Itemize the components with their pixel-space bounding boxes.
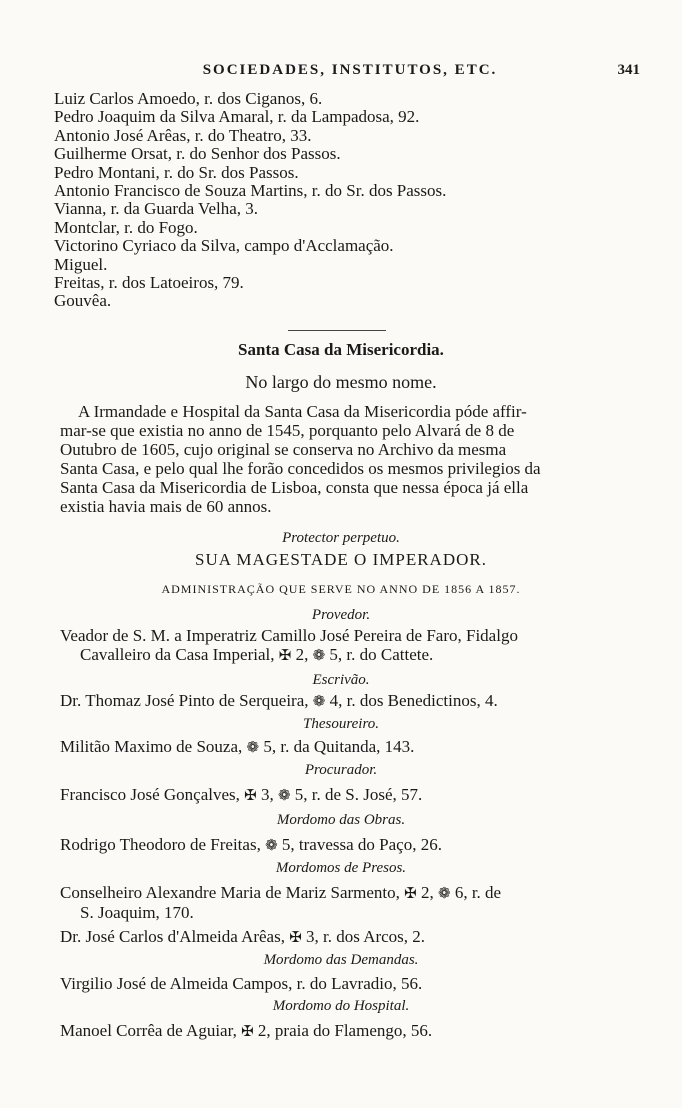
- protector-label: Protector perpetuo.: [282, 530, 400, 546]
- entry-text: Cavalleiro da Casa Imperial,: [80, 644, 275, 664]
- entry-text: Dr. José Carlos d'Almeida Arêas,: [60, 927, 285, 946]
- entry-provedor: [60, 627, 632, 665]
- header-title: SOCIEDADES, INSTITUTOS, ETC.: [202, 62, 498, 78]
- entry-line: Veador de S. M. a Imperatriz Camillo José Pereira de Faro, Fidalgo: [60, 626, 518, 645]
- list-item: Montclar, r. do Fogo.: [54, 217, 198, 237]
- entry-text: 3,: [260, 785, 274, 804]
- entry-text: Conselheiro Alexandre Maria de Mariz Sarmento,: [60, 883, 400, 902]
- entry-text: 5, travessa do Paço, 26.: [281, 835, 442, 854]
- rose-icon: ❁: [437, 886, 451, 902]
- cross-icon: ✠: [244, 788, 257, 804]
- list-item: Guilherme Orsat, r. do Senhor dos Passos.: [54, 144, 341, 164]
- page-number: 341: [617, 62, 640, 78]
- entry-procurador: [60, 786, 632, 806]
- paragraph-line: Outubro de 1605, cujo original se conserva no Archivo da mesma: [60, 440, 507, 459]
- history-paragraph: [60, 402, 632, 516]
- entry-obras: [60, 836, 632, 856]
- list-item: Luiz Carlos Amoedo, r. dos Ciganos, 6.: [54, 89, 323, 108]
- entry-text: Francisco José Gonçalves,: [60, 785, 240, 804]
- section-title: Santa Casa da Misericordia.: [238, 340, 444, 359]
- entry-text: 5, r. de S. José, 57.: [294, 785, 423, 804]
- entry-text: 6, r. de: [454, 883, 502, 902]
- role-provedor: Provedor.: [311, 607, 371, 623]
- role-presos: Mordomos de Presos.: [275, 860, 407, 876]
- cross-icon: ✠: [241, 1024, 254, 1040]
- paragraph-line: mar-se que existia no anno de 1545, porquanto pelo Alvará de 8 de: [60, 421, 515, 440]
- section-divider: [288, 330, 386, 331]
- member-list: [54, 90, 634, 311]
- paragraph-line: Santa Casa da Misericordia de Lisboa, consta que nessa época já ella: [60, 478, 529, 497]
- entry-text: Rodrigo Theodoro de Freitas,: [60, 835, 261, 854]
- protector-name: SUA MAGESTADE O IMPERADOR.: [195, 550, 487, 569]
- section-subtitle: No largo do mesmo nome.: [245, 372, 437, 392]
- entry-text: 5, r. da Quitanda, 143.: [263, 737, 415, 756]
- list-item: Miguel.: [54, 254, 108, 274]
- paragraph-line: Santa Casa, e pelo qual lhe forão concedidos os mesmos privilegios da: [60, 459, 541, 478]
- entry-presos-1: [60, 884, 632, 922]
- entry-text: Manoel Corrêa de Aguiar,: [60, 1021, 237, 1040]
- role-procurador: Procurador.: [304, 762, 378, 778]
- list-item: Pedro Joaquim da Silva Amaral, r. da Lampadosa, 92.: [54, 107, 420, 127]
- list-item: Gouvêa.: [54, 291, 112, 311]
- role-demandas: Mordomo das Demandas.: [263, 952, 419, 968]
- entry-text: Dr. Thomaz José Pinto de Serqueira,: [60, 691, 309, 710]
- entry-demandas: [60, 975, 632, 994]
- rose-icon: ❁: [277, 788, 291, 804]
- role-thesoureiro: Thesoureiro.: [303, 716, 379, 732]
- list-item: Vianna, r. da Guarda Velha, 3.: [54, 199, 259, 219]
- cross-icon: ✠: [404, 886, 417, 902]
- role-escrivao: Escrivão.: [312, 672, 370, 688]
- entry-text: 2,: [295, 644, 309, 664]
- list-item: Antonio Francisco de Souza Martins, r. do Sr. dos Passos.: [54, 181, 447, 201]
- entry-text: 4, r. dos Benedictinos, 4.: [329, 691, 498, 710]
- rose-icon: ❁: [312, 694, 326, 710]
- entry-text: S. Joaquim, 170.: [80, 902, 194, 922]
- list-item: Antonio José Arêas, r. do Theatro, 33.: [54, 125, 312, 145]
- entry-hospital: [60, 1022, 632, 1042]
- rose-icon: ❁: [265, 838, 278, 854]
- cross-icon: ✠: [278, 647, 292, 664]
- role-hospital: Mordomo do Hospital.: [272, 998, 410, 1014]
- list-item: Pedro Montani, r. do Sr. dos Passos.: [54, 162, 299, 182]
- entry-text: Virgilio José de Almeida Campos, r. do Lavradio, 56.: [60, 974, 423, 993]
- entry-text: 2,: [420, 883, 434, 902]
- paragraph-line: existia havia mais de 60 annos.: [60, 497, 272, 516]
- running-header: [60, 62, 640, 79]
- entry-thesoureiro: [60, 738, 632, 758]
- entry-text: Militão Maximo de Souza,: [60, 737, 243, 756]
- entry-text: 2, praia do Flamengo, 56.: [257, 1021, 433, 1040]
- entry-presos-2: [60, 928, 632, 948]
- paragraph-line: A Irmandade e Hospital da Santa Casa da Misericordia póde affir-: [78, 402, 527, 421]
- list-item: Victorino Cyriaco da Silva, campo d'Acclamação.: [54, 236, 394, 256]
- list-item: Freitas, r. dos Latoeiros, 79.: [54, 273, 244, 293]
- role-obras: Mordomo das Obras.: [276, 812, 406, 828]
- rose-icon: ❁: [246, 740, 260, 756]
- entry-text: 3, r. dos Arcos, 2.: [306, 927, 426, 946]
- rose-icon: ❁: [312, 647, 326, 664]
- entry-escrivao: [60, 692, 632, 712]
- cross-icon: ✠: [289, 930, 302, 946]
- administration-heading: ADMINISTRAÇÃO QUE SERVE NO ANNO DE 1856 A 1857.: [161, 582, 521, 596]
- entry-text: 5, r. do Cattete.: [329, 644, 434, 664]
